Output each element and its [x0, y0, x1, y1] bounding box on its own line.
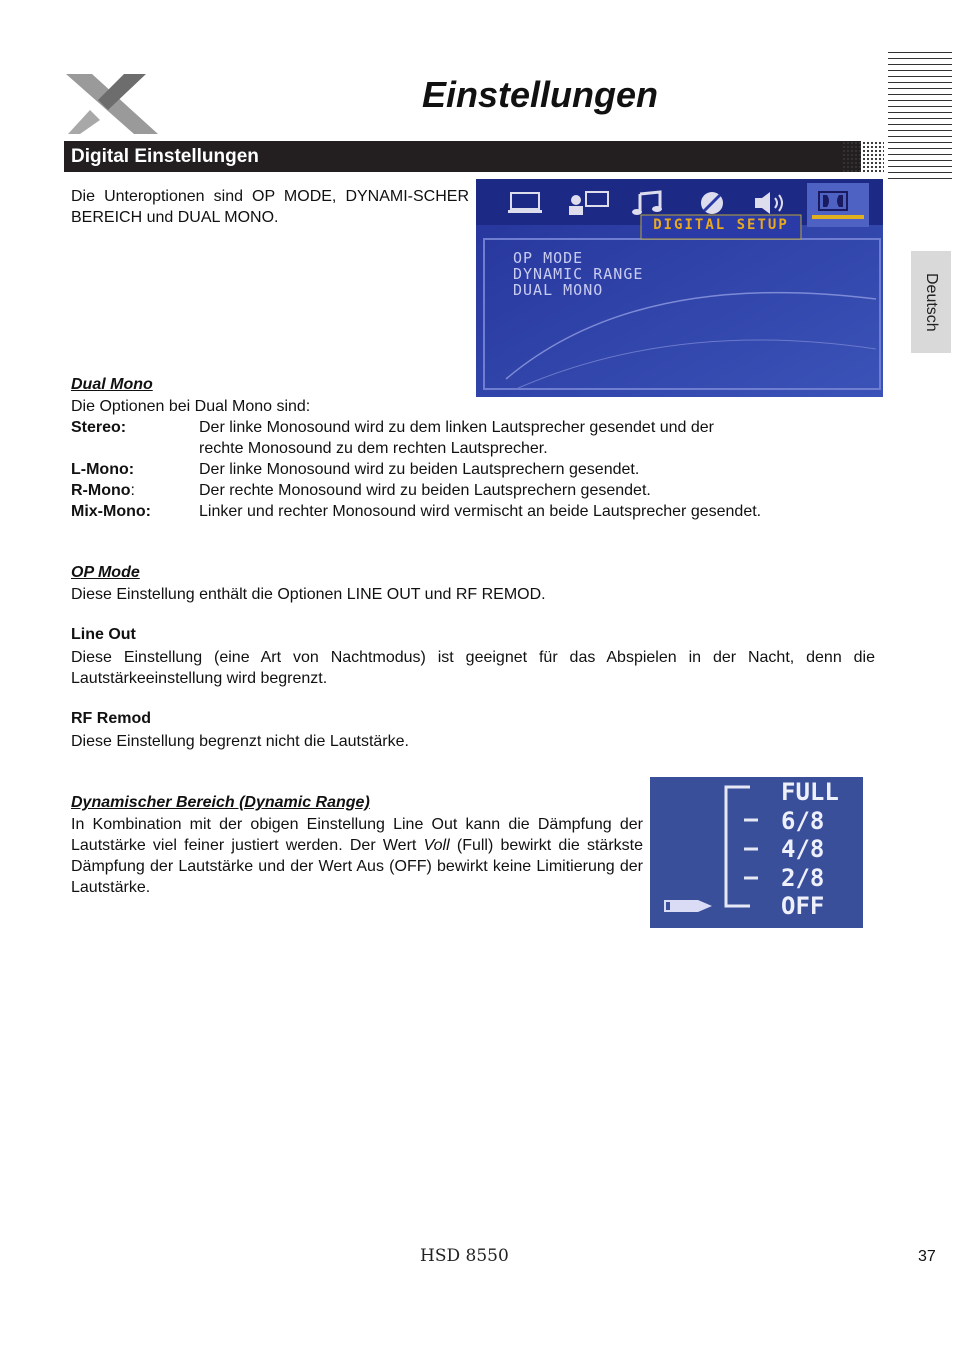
- menu-item-dual-mono[interactable]: DUAL MONO: [513, 281, 604, 299]
- footer-model: HSD 8550: [420, 1246, 509, 1266]
- option-term-mix-mono: Mix-Mono:: [71, 503, 151, 520]
- option-desc-mix-mono: Linker und rechter Monosound wird vermischt an beide Lautsprecher gesendet.: [199, 503, 762, 520]
- option-term-stereo: Stereo:: [71, 419, 127, 436]
- dynamic-range-heading: Dynamischer Bereich (Dynamic Range): [71, 794, 370, 811]
- level-list: [781, 778, 839, 921]
- user-chat-icon: [566, 189, 610, 217]
- level-full[interactable]: FULL: [781, 778, 839, 806]
- menu-item-op-mode[interactable]: OP MODE: [513, 249, 584, 267]
- osd-menu-list: [513, 250, 643, 298]
- speaker-icon: [752, 190, 790, 216]
- option-term-r-mono: R-Mono:: [71, 482, 135, 499]
- monitor-icon: [508, 191, 542, 215]
- intro-text: Die Unteroptionen sind OP MODE, DYNAMI-SCHER BEREICH und DUAL MONO.: [71, 188, 469, 226]
- line-out-text: Diese Einstellung (eine Art von Nachtmodus) ist geeignet für das Abspielen in der Nacht, denn die Lautstärkeeinstellung wird begrenzt.: [71, 649, 875, 687]
- rf-remod-heading: RF Remod: [71, 710, 151, 727]
- dynamic-range-text: In Kombination mit der obigen Einstellung Line Out kann die Dämpfung der Lautstärke viel feiner justiert werden. Der Wert Voll (Full) bewirkt die stärkste Dämpfung der Lautstärke und der Wert Aus (OFF) bewirkt keine Limitierung der Lautstärke.: [71, 816, 644, 896]
- option-desc-stereo-cont: rechte Monosound zu dem rechten Lautsprecher.: [199, 440, 548, 457]
- level-2-8[interactable]: 2/8: [781, 863, 825, 892]
- page-number: 37: [918, 1248, 936, 1265]
- option-desc-r-mono: Der rechte Monosound wird zu beiden Lautsprechern gesendet.: [199, 482, 651, 499]
- language-tab: [911, 251, 951, 353]
- menu-banner: DIGITAL SETUP: [653, 217, 789, 233]
- level-4-8[interactable]: 4/8: [781, 835, 825, 863]
- option-desc-stereo: Der linke Monosound wird zu dem linken Lautsprecher gesendet und der: [199, 419, 714, 436]
- op-mode-heading: OP Mode: [71, 564, 140, 581]
- level-6-8[interactable]: 6/8: [781, 806, 825, 835]
- decorative-stripes: [888, 52, 952, 180]
- pointer-arrow-icon: [662, 896, 716, 916]
- disc-icon: [699, 190, 725, 216]
- line-out-heading: Line Out: [71, 626, 136, 643]
- dual-mono-intro: Die Optionen bei Dual Mono sind:: [71, 398, 311, 415]
- digital-setup-screenshot: [476, 179, 883, 397]
- section-header: Digital Einstellungen: [64, 141, 861, 172]
- level-off[interactable]: OFF: [781, 892, 825, 920]
- dual-mono-heading: Dual Mono: [71, 376, 153, 393]
- menu-item-dynamic-range[interactable]: DYNAMIC RANGE: [513, 265, 644, 283]
- language-label: Deutsch: [923, 272, 940, 332]
- op-mode-text: Diese Einstellung enthält die Optionen LINE OUT und RF REMOD.: [71, 586, 546, 603]
- option-desc-l-mono: Der linke Monosound wird zu beiden Lautsprechern gesendet.: [199, 461, 640, 478]
- decorative-dots: [842, 141, 884, 172]
- dolby-digital-icon: [818, 191, 848, 211]
- rf-remod-text: Diese Einstellung begrenzt nicht die Lautstärke.: [71, 733, 409, 750]
- dynamic-range-screenshot: [650, 777, 863, 928]
- option-term-l-mono: L-Mono:: [71, 461, 135, 478]
- page-title: Einstellungen: [421, 74, 659, 115]
- music-icon: [632, 190, 664, 216]
